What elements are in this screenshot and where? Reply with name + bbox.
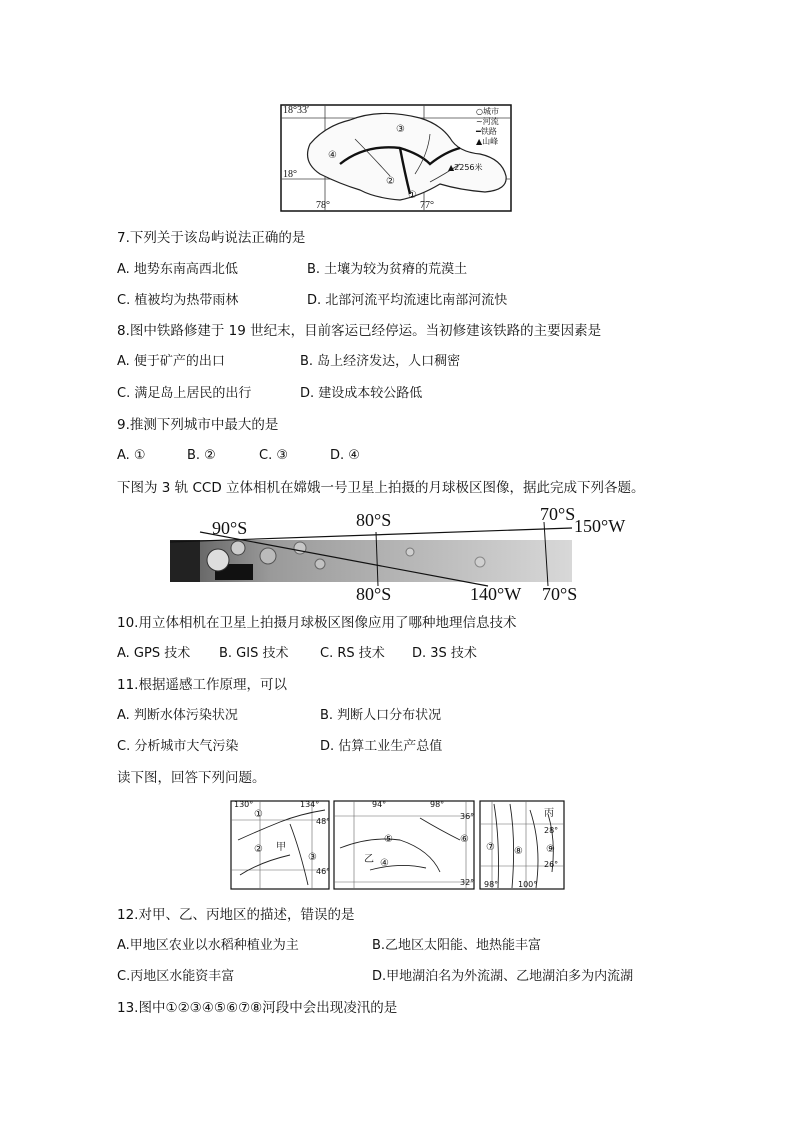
- q8-option-d[interactable]: D. 建设成本较公路低: [300, 386, 423, 401]
- map3-lon-right: 100°: [518, 880, 538, 889]
- q9-option-d[interactable]: D. ④: [330, 448, 360, 463]
- q12-option-a[interactable]: A.甲地区农业以水稻种植业为主: [117, 938, 299, 953]
- q7-option-d[interactable]: D. 北部河流平均流速比南部河流快: [307, 293, 508, 308]
- map1-lon-left: 130°: [234, 800, 254, 809]
- lunar-image-figure: [160, 504, 626, 604]
- q9-option-b[interactable]: B. ②: [187, 448, 216, 463]
- marker-2: ②: [386, 176, 395, 187]
- q12-option-d[interactable]: D.甲地湖泊名为外流湖、乙地湖泊多为内流湖: [372, 969, 634, 984]
- q12-option-c[interactable]: C.丙地区水能资丰富: [117, 969, 235, 984]
- map3-lat-bottom: 26°: [544, 860, 559, 869]
- lunar-intro-text: 下图为 3 轨 CCD 立体相机在嫦娥一号卫星上拍摄的月球极区图像，据此完成下列各题。: [117, 480, 645, 496]
- map2-marker-4: ④: [380, 858, 389, 869]
- map1-lat-bottom: 46°: [316, 867, 331, 876]
- q10-option-d[interactable]: D. 3S 技术: [412, 646, 477, 661]
- q8-option-b[interactable]: B. 岛上经济发达，人口稠密: [300, 354, 461, 369]
- map3-marker-9: ⑨: [546, 844, 555, 855]
- legend-river: 河流: [482, 117, 499, 126]
- river-icon: ~: [476, 117, 483, 126]
- map3-lat-top: 28°: [544, 826, 559, 835]
- q7-stem: 7.下列关于该岛屿说法正确的是: [117, 230, 306, 246]
- map2-lat-top: 36°: [460, 812, 475, 821]
- label-150w: 150°W: [574, 516, 626, 536]
- label-70s-bottom: 70°S: [542, 584, 578, 604]
- label-80s-top: 80°S: [356, 510, 392, 530]
- q11-option-c[interactable]: C. 分析城市大气污染: [117, 739, 239, 754]
- map1-region-name: 甲: [276, 842, 286, 853]
- lat-bottom-label: 18°: [283, 169, 297, 180]
- q11-option-a[interactable]: A. 判断水体污染状况: [117, 708, 238, 723]
- marker-3: ③: [396, 124, 405, 135]
- q10-option-b[interactable]: B. GIS 技术: [219, 646, 289, 661]
- q9-option-a[interactable]: A. ①: [117, 448, 146, 463]
- lat-top-label: 18°33′: [283, 105, 310, 116]
- q10-option-a[interactable]: A. GPS 技术: [117, 646, 191, 661]
- legend-city: 城市: [482, 107, 499, 116]
- island-map-figure: [280, 104, 512, 212]
- map1-lon-right: 134°: [300, 800, 320, 809]
- q9-option-c[interactable]: C. ③: [259, 448, 288, 463]
- marker-1: ①: [408, 190, 417, 201]
- peak-icon: ▲: [476, 137, 483, 146]
- peak-label: ▲2256米: [448, 163, 483, 172]
- map2-lon-right: 98°: [430, 800, 445, 809]
- map2-lat-bottom: 32°: [460, 878, 475, 887]
- map2-marker-5: ⑤: [384, 834, 393, 845]
- label-70s-top: 70°S: [540, 504, 576, 524]
- q10-stem: 10.用立体相机在卫星上拍摄月球极区图像应用了哪种地理信息技术: [117, 615, 517, 631]
- map1-marker-3: ③: [308, 852, 317, 863]
- lon-right-label: 77°: [420, 200, 434, 211]
- q7-option-b[interactable]: B. 土壤为较为贫瘠的荒漠土: [307, 262, 468, 277]
- q11-stem: 11.根据遥感工作原理，可以: [117, 677, 287, 693]
- q9-stem: 9.推测下列城市中最大的是: [117, 417, 279, 433]
- city-icon: ○: [476, 107, 483, 116]
- legend-railway: 铁路: [480, 127, 497, 136]
- label-80s-bottom: 80°S: [356, 584, 392, 604]
- q13-stem: 13.图中①②③④⑤⑥⑦⑧河段中会出现凌汛的是: [117, 1000, 398, 1016]
- map1-marker-2: ②: [254, 844, 263, 855]
- q11-option-d[interactable]: D. 估算工业生产总值: [320, 739, 443, 754]
- map1-marker-1: ①: [254, 809, 263, 820]
- q11-option-b[interactable]: B. 判断人口分布状况: [320, 708, 442, 723]
- q8-option-c[interactable]: C. 满足岛上居民的出行: [117, 386, 252, 401]
- map2-marker-6: ⑥: [460, 834, 469, 845]
- q7-option-a[interactable]: A. 地势东南高西北低: [117, 262, 238, 277]
- railway-icon: ━: [476, 127, 481, 136]
- map-legend: [476, 107, 499, 147]
- marker-4: ④: [328, 150, 337, 161]
- q12-stem: 12.对甲、乙、丙地区的描述，错误的是: [117, 907, 355, 923]
- regional-maps-figure: [230, 800, 566, 892]
- label-140w: 140°W: [470, 584, 522, 604]
- map3-marker-8: ⑧: [514, 846, 523, 857]
- q8-stem: 8.图中铁路修建于 19 世纪末，目前客运已经停运。当初修建该铁路的主要因素是: [117, 323, 602, 339]
- q8-option-a[interactable]: A. 便于矿产的出口: [117, 354, 225, 369]
- map1-lat-top: 48°: [316, 817, 331, 826]
- map3-region-name: 丙: [544, 808, 554, 819]
- label-90s: 90°S: [212, 518, 248, 538]
- q10-option-c[interactable]: C. RS 技术: [320, 646, 385, 661]
- q7-option-c[interactable]: C. 植被均为热带雨林: [117, 293, 239, 308]
- map2-lon-left: 94°: [372, 800, 387, 809]
- maps-intro-text: 读下图，回答下列问题。: [117, 770, 266, 786]
- map3-lon-left: 98°: [484, 880, 499, 889]
- map3-marker-7: ⑦: [486, 842, 495, 853]
- q12-option-b[interactable]: B.乙地区太阳能、地热能丰富: [372, 938, 542, 953]
- legend-peak: 山峰: [482, 137, 499, 146]
- lon-left-label: 78°: [316, 200, 330, 211]
- map2-region-name: 乙: [364, 854, 374, 865]
